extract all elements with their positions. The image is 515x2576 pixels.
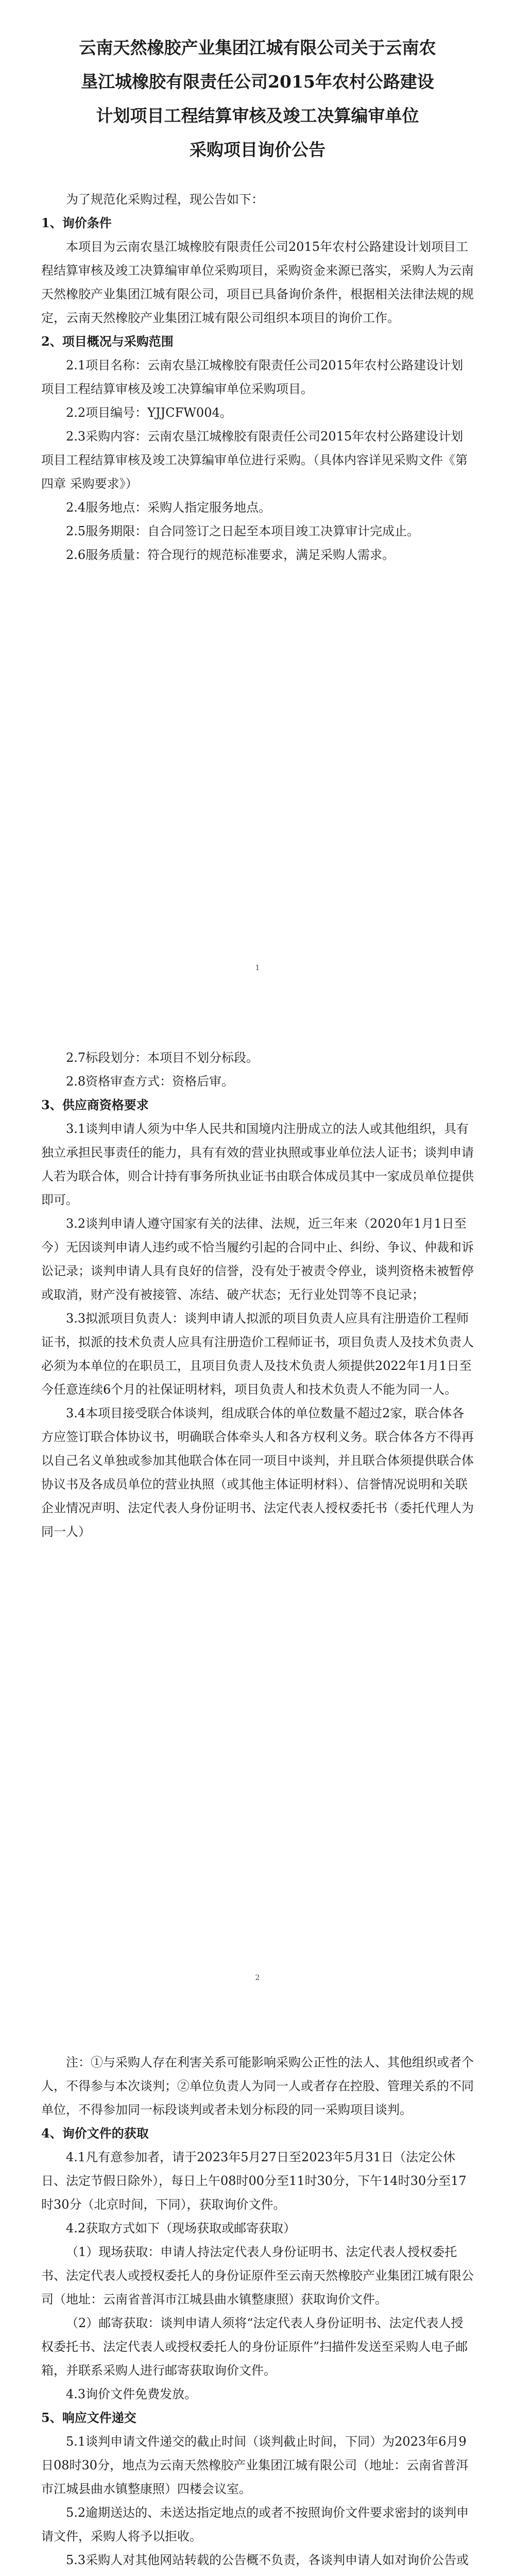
page-number: 1 (255, 964, 260, 972)
section-text: （2）邮寄获取：谈判申请人须将“法定代表人身份证明书、法定代表人授权委托书、法定代表人或授权委托人的身份证原件”扫描件发送至采购人电子邮箱，并联系采购人进行邮寄获取询价文件。 (41, 2316, 468, 2378)
section-text: 5.1谈判申请文件递交的截止时间（谈判截止时间，下同）为2023年6月9日08时30分，地点为云南天然橡胶产业集团江城有限公司（地址：云南省普洱市江城县曲水镇整康照）四楼会议室。 (41, 2434, 469, 2496)
title-line: 垦江城橡胶有限责任公司2015年农村公路建设 (81, 72, 434, 92)
section-text: 3.2谈判申请人遵守国家有关的法律、法规，近三年来（2020年1月1日至今）无因谈判申请人违约或不恰当履约引起的合同中止、纠纷、争议、仲裁和诉讼记录；谈判申请人具有良好的信誉，没有处于被责令停业，谈判资格未被暂停或取消，财产没有被接管、冻结、破产状态；无行业处罚等不良记录； (41, 1216, 474, 1302)
announcement-title (37, 31, 478, 167)
section-text: （1）现场获取：申请人持法定代表人身份证明书、法定代表人授权委托书、法定代表人或授权委托人的身份证原件至云南天然橡胶产业集团江城有限公司（地址：云南省普洱市江城县曲水镇整康照）获取询价文件。 (41, 2245, 474, 2307)
section-text: 本项目为云南农垦江城橡胶有限责任公司2015年农村公路建设计划项目工程结算审核及竣工决算编审单位采购项目，采购资金来源已落实，采购人为云南天然橡胶产业集团江城有限公司，项目已具备询价条件，根据相关法律法规的规定，云南天然橡胶产业集团江城有限公司组织本项目的询价工作。 (41, 240, 474, 325)
section-text: 5.3采购人对其他网站转载的公告概不负责，各谈判申请人如对询价公告或 (66, 2553, 469, 2567)
section-text: 3.1谈判申请人须为中华人民共和国境内注册成立的法人或其他组织，具有独立承担民事责任的能力，具有有效的营业执照或事业单位法人证书；谈判申请人若为联合体，则合计持有事务所执业证书由联合体成员其中一家成员单位提供即可。 (41, 1122, 474, 1207)
section-heading: 5、响应文件递交 (41, 2410, 136, 2425)
section-text: 2.5服务期限：自合同签订之日起至本项目竣工决算审计完成止。 (66, 524, 420, 538)
section-heading: 3、供应商资格要求 (41, 1097, 149, 1112)
section-text: 5.2逾期送达的、未送达指定地点的或者不按照询价文件要求密封的谈判申请文件，采购人将予以拒收。 (41, 2505, 469, 2544)
section-text: 2.7标段划分：本项目不划分标段。 (66, 1050, 259, 1065)
section-text: 2.2项目编号：YJJCFW004。 (66, 405, 232, 420)
section-text: 2.4服务地点：采购人指定服务地点。 (66, 500, 271, 515)
section-text: 4.1凡有意参加者，请于2023年5月27日至2023年5月31日（法定公休日、法定节假日除外），每日上午08时00分至11时30分，下午14时30分至17时30分（北京时间，下同），获取询价文件。 (41, 2150, 467, 2212)
intro-text: 为了规范化采购过程，现公告如下： (66, 192, 264, 207)
section-text: 3.3拟派项目负责人：谈判申请人拟派的项目负责人应具有注册造价工程师证书，拟派的技术负责人应具有注册造价工程师证书，项目负责人及技术负责人必须为本单位的在职员工，且项目负责人及技术负责人须提供2022年1月1日至今任意连续6个月的社保证明材料，项目负责人和技术负责人不能为同一人。 (41, 1311, 474, 1397)
section-text: 2.6服务质量：符合现行的规范标准要求，满足采购人需求。 (66, 548, 395, 562)
section-text: 2.8资格审查方式：资格后审。 (66, 1074, 234, 1089)
page-1 (37, 0, 478, 981)
section-heading: 2、项目概况与采购范围 (41, 334, 174, 349)
section-heading: 4、询价文件的获取 (41, 2126, 149, 2141)
section-heading: 1、询价条件 (41, 215, 112, 230)
section-text: 注：①与采购人存在利害关系可能影响采购公正性的法人、其他组织或者个人，不得参与本次谈判；②单位负责人为同一人或者存在控股、管理关系的不同单位，不得参加同一标段谈判或者未划分标段的同一采购项目谈判。 (41, 2055, 474, 2117)
section-text: 2.1项目名称：云南农垦江城橡胶有限责任公司2015年农村公路建设计划项目工程结算审核及竣工决算编审单位采购项目。 (41, 358, 464, 396)
section-text: 3.4本项目接受联合体谈判，组成联合体的单位数量不超过2家，联合体各方应签订联合体协议书，明确联合体牵头人和各方权利义务。联合体各方不得再以自己名义单独或参加其他联合体在同一项目中谈判，并且联合体须提供联合体协议书及各成员单位的营业执照（或其他主体证明材料）、信誉情况说明和关联企业情况声明、法定代表人身份证明书、法定代表人授权委托书（委托代理人为同一人） (41, 1406, 474, 1539)
title-line: 采购项目询价公告 (190, 140, 325, 160)
section-text: 4.3询价文件免费发放。 (66, 2387, 197, 2401)
page-number: 2 (255, 1974, 260, 1982)
page-2 (37, 1010, 478, 1991)
page-3 (37, 2020, 478, 2576)
title-line: 云南天然橡胶产业集团江城有限公司关于云南农 (79, 38, 436, 58)
section-text: 4.2获取方式如下（现场获取或邮寄获取） (66, 2221, 296, 2235)
title-line: 计划项目工程结算审核及竣工决算编审单位 (96, 106, 419, 126)
section-text: 2.3采购内容：云南农垦江城橡胶有限责任公司2015年农村公路建设计划项目工程结算审核及竣工决算编审单位进行采购。（具体内容详见采购文件《第四章 采购要求》） (41, 429, 468, 491)
